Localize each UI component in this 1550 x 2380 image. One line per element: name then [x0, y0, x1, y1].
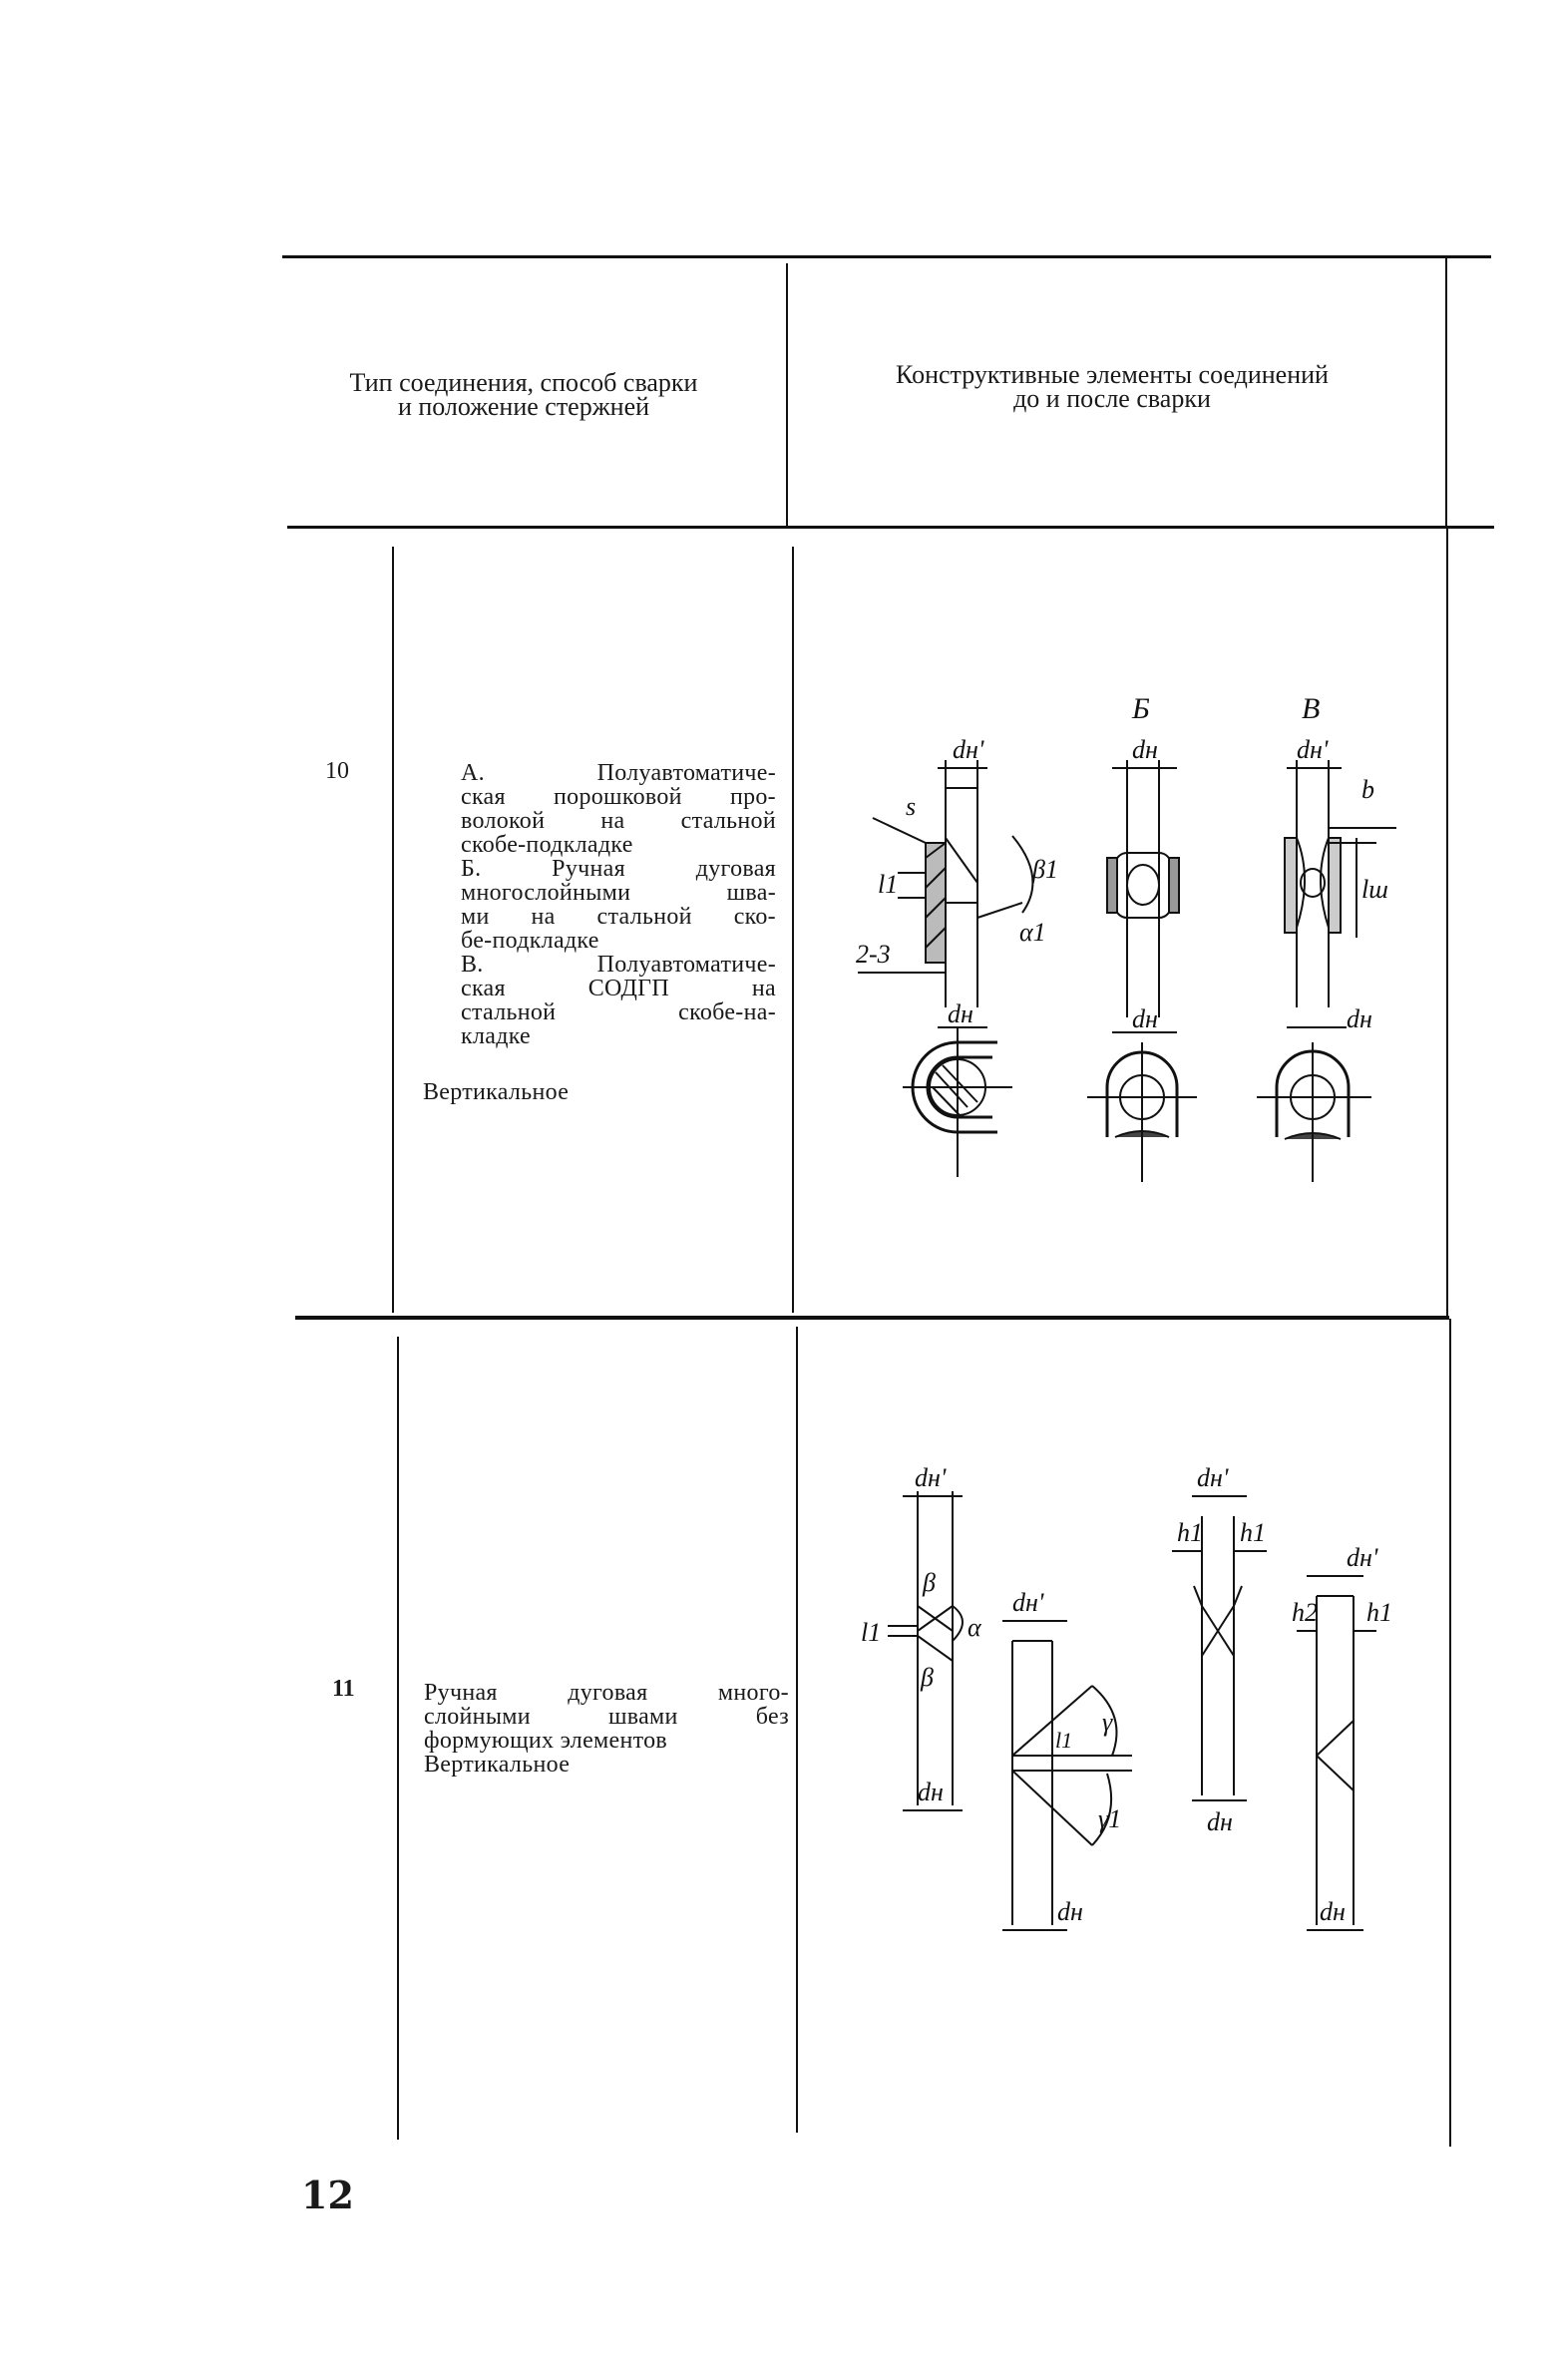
row-10-joint-figure: [798, 688, 1436, 1207]
row-10-desc-line: кладке: [461, 1023, 532, 1049]
row-10-desc-line: [461, 977, 776, 1000]
fig10-beta1: β1: [1032, 855, 1058, 884]
row-11-number: 11: [332, 1676, 355, 1702]
fig11-dn-prime-4: dн': [1347, 1543, 1378, 1572]
fig10-alpha1: α1: [1019, 918, 1046, 947]
fig11-dn-2: dн: [1057, 1897, 1083, 1926]
header-col2-line1: Конструктивные элементы соединений: [896, 360, 1329, 389]
row-11-right-border: [1449, 1319, 1451, 2147]
desc-word: ми: [461, 904, 490, 930]
desc-word: Полуавтоматиче-: [596, 952, 776, 978]
fig11-h1-left: h1: [1177, 1518, 1203, 1547]
desc-word: СОДГП: [587, 976, 669, 1001]
fig11-dn-prime-2: dн': [1012, 1588, 1044, 1617]
fig11-single-bevel: [1002, 1621, 1132, 1930]
row-10-desc-line: [461, 857, 776, 881]
header-bottom-rule: [287, 526, 1494, 529]
row-10-bottom-rule: [295, 1316, 1449, 1320]
fig11-l1-b: l1: [1055, 1728, 1073, 1753]
desc-word: Ручная: [424, 1680, 498, 1706]
desc-word: Б.: [461, 856, 482, 882]
desc-word: многослойными: [461, 880, 631, 906]
fig11-dn-1: dн: [918, 1778, 944, 1806]
fig11-dn-3: dн: [1207, 1807, 1233, 1836]
row-10-position: Вертикальное: [423, 1079, 570, 1105]
desc-word: скобе-на-: [678, 999, 776, 1025]
fig11-dn-4: dн: [1320, 1897, 1346, 1926]
fig11-h2: h2: [1292, 1598, 1318, 1627]
desc-word: Полуавтоматиче-: [596, 760, 776, 786]
header-col2-title: [813, 360, 1411, 413]
fig11-h1-4: h1: [1366, 1598, 1392, 1627]
fig11-gamma: γ: [1102, 1708, 1113, 1737]
desc-word: на: [751, 976, 776, 1001]
fig10-dn-a: dн: [948, 999, 973, 1028]
row-10-desc-line: [461, 905, 776, 929]
desc-word: дуговая: [568, 1680, 648, 1706]
row-10-desc-line: скобе-подкладке: [461, 832, 633, 858]
fig10-dn-prime-v: dн': [1297, 735, 1329, 764]
row-11-desc-line: формующих элементов: [424, 1728, 668, 1754]
row-10-desc-line: [461, 881, 776, 905]
row-10-desc-line: [461, 1000, 776, 1024]
fig10-dn-prime-a: dн': [953, 735, 984, 764]
desc-word: шва-: [726, 880, 776, 906]
desc-word: порошковой: [554, 784, 682, 810]
fig10-l-sh: lш: [1361, 875, 1388, 904]
fig11-beta-bottom: β: [921, 1663, 934, 1692]
desc-word: слойными: [424, 1704, 531, 1730]
page-number: 12: [301, 2173, 354, 2217]
header-right-border: [1445, 257, 1447, 529]
fig11-dn-prime-1: dн': [915, 1463, 947, 1492]
row-11-joint-figure: [803, 1456, 1441, 1975]
row-10-num-divider: [392, 547, 394, 1313]
fig11-l1-a: l1: [861, 1618, 882, 1647]
fig10-l1: l1: [878, 870, 899, 899]
row-10-number: 10: [325, 758, 349, 784]
desc-word: дуговая: [695, 856, 776, 882]
desc-word: швами: [607, 1704, 678, 1730]
row-10-right-border: [1446, 529, 1448, 1319]
row-11-desc-line: [424, 1705, 789, 1729]
desc-word: Ручная: [552, 856, 625, 882]
row-10-description: [461, 761, 776, 1048]
row-11-desc-line: [424, 1681, 789, 1705]
desc-word: на: [531, 904, 556, 930]
row-10-desc-line: бе-подкладке: [461, 928, 599, 954]
fig10-dn-v: dн: [1347, 1004, 1372, 1033]
fig10-variant-v: В: [1302, 692, 1321, 725]
fig11-beta-top: β: [923, 1568, 936, 1597]
row-11-col-divider: [796, 1327, 798, 2133]
desc-word: В.: [461, 952, 484, 978]
row-10-col-divider: [792, 547, 794, 1313]
row-10-desc-line: [461, 809, 776, 833]
row-10-desc-line: [461, 785, 776, 809]
fig10-dn-b-top: dн: [1132, 735, 1158, 764]
fig10-b: b: [1361, 775, 1374, 804]
fig10-variant-b: Б: [1132, 692, 1150, 725]
row-11-num-divider: [397, 1337, 399, 2140]
desc-word: без: [755, 1704, 789, 1730]
row-10-desc-line: [461, 953, 776, 977]
desc-word: стальной: [461, 999, 557, 1025]
row-11-position: Вертикальное: [424, 1752, 571, 1778]
header-divider: [786, 263, 788, 529]
desc-word: ская: [461, 976, 506, 1001]
variant-v-drawing: [1257, 760, 1396, 1182]
fig11-x-joint: [888, 1491, 963, 1810]
header-col1-line1: Тип соединения, способ сварки: [349, 368, 698, 397]
variant-b-drawing: [1087, 760, 1197, 1182]
fig11-dn-prime-3: dн': [1197, 1463, 1229, 1492]
desc-word: про-: [729, 784, 776, 810]
desc-word: стальной: [680, 808, 776, 834]
fig10-s: s: [906, 792, 917, 821]
row-11-description: [424, 1681, 789, 1777]
table-top-rule: [282, 255, 1491, 258]
fig10-dn-b-bottom: dн: [1132, 1004, 1158, 1033]
fig11-bevel-fillet: [1297, 1576, 1376, 1930]
header-col1-title: [299, 368, 748, 421]
variant-a-drawing: [858, 760, 1032, 1177]
desc-word: волокой: [461, 808, 546, 834]
desc-word: много-: [717, 1680, 789, 1706]
fig11-gamma1: γ1: [1098, 1804, 1122, 1833]
header-col2-line2: до и после сварки: [1013, 384, 1211, 413]
fig11-alpha: α: [968, 1613, 981, 1642]
row-10-desc-line: [461, 761, 776, 785]
desc-word: ская: [461, 784, 506, 810]
desc-word: стальной: [596, 904, 692, 930]
desc-word: А.: [461, 760, 485, 786]
fig11-h1-right: h1: [1240, 1518, 1266, 1547]
row-11-figure-labels: [861, 1463, 1392, 1926]
desc-word: ско-: [733, 904, 776, 930]
fig10-gap: 2-3: [856, 940, 891, 969]
header-col1-line2: и положение стержней: [397, 392, 650, 421]
desc-word: на: [600, 808, 625, 834]
